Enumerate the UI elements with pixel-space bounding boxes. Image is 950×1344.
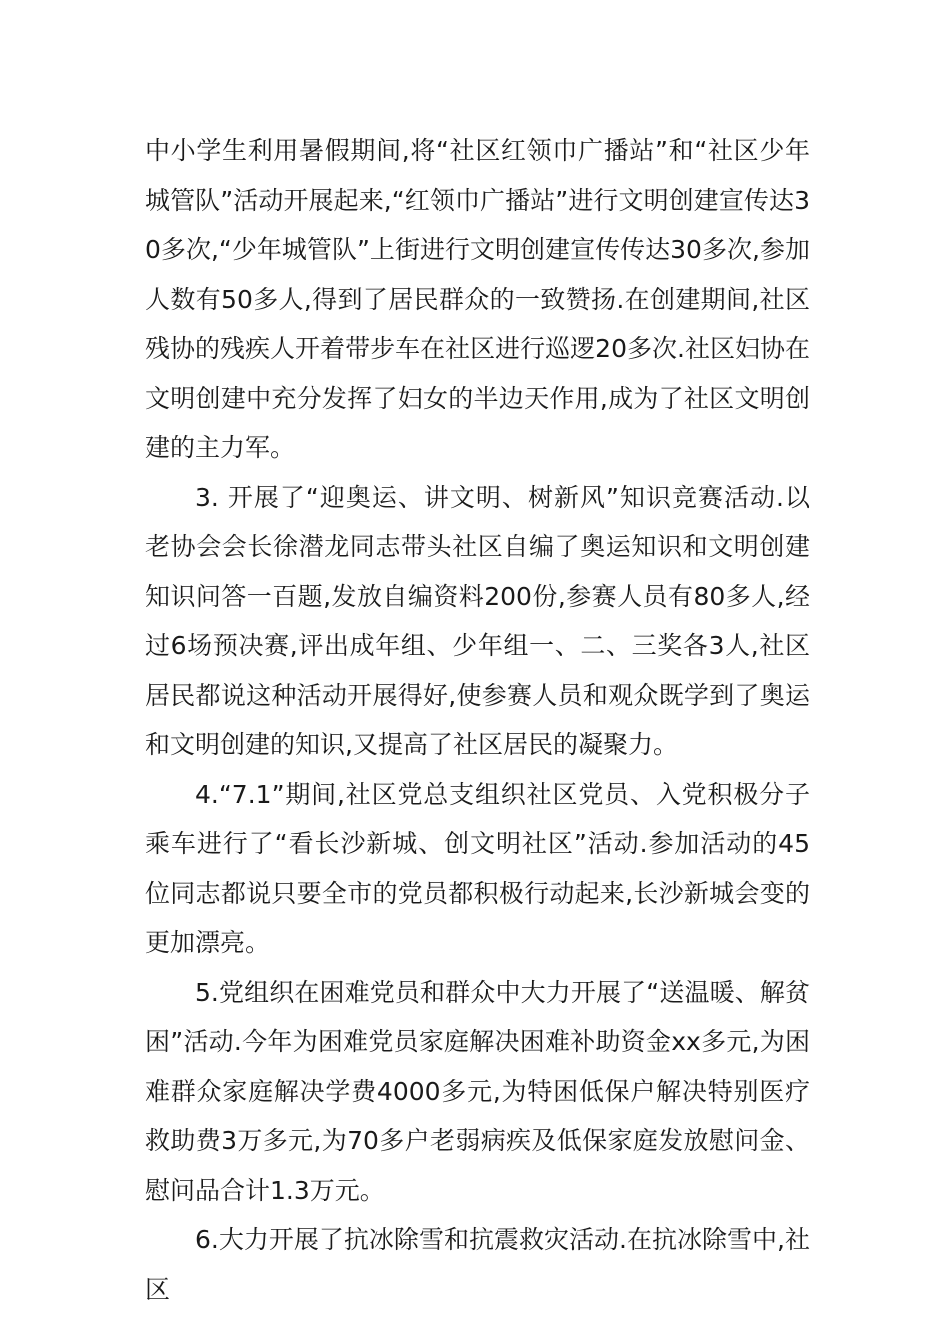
- paragraph-continuation: 中小学生利用暑假期间,将“社区红领巾广播站”和“社区少年城管队”活动开展起来,“红领巾广播站”进行文明创建宣传达30多次,“少年城管队”上街进行文明创建宣传传达30多次,参加人数有50多人,得到了居民群众的一致赞扬.在创建期间,社区残协的残疾人开着带步车在社区进行巡逻20多次.社区妇协在文明创建中充分发挥了妇女的半边天作用,成为了社区文明创建的主力军。: [145, 136, 810, 462]
- paragraph-item-5: 5.党组织在困难党员和群众中大力开展了“送温暖、解贫困”活动.今年为困难党员家庭解决困难补助资金xx多元,为困难群众家庭解决学费4000多元,为特困低保户解决特别医疗救助费3万多元,为70多户老弱病疾及低保家庭发放慰问金、慰问品合计1.3万元。: [145, 977, 810, 1205]
- paragraph-item-3: 3. 开展了“迎奥运、讲文明、树新风”知识竞赛活动.以老协会会长徐潜龙同志带头社区自编了奥运知识和文明创建知识问答一百题,发放自编资料200份,参赛人员有80多人,经过6场预决赛,评出成年组、少年组一、二、三奖各3人,社区居民都说这种活动开展得好,使参赛人员和观众既学到了奥运和文明创建的知识,又提高了社区居民的凝聚力。: [145, 482, 810, 759]
- paragraph-item-6: 6.大力开展了抗冰除雪和抗震救灾活动.在抗冰除雪中,社区: [145, 1225, 810, 1304]
- document-body: [145, 126, 810, 1314]
- paragraph-item-4: 4.“7.1”期间,社区党总支组织社区党员、入党积极分子乘车进行了“看长沙新城、创文明社区”活动.参加活动的45位同志都说只要全市的党员都积极行动起来,长沙新城会变的更加漂亮。: [145, 779, 810, 957]
